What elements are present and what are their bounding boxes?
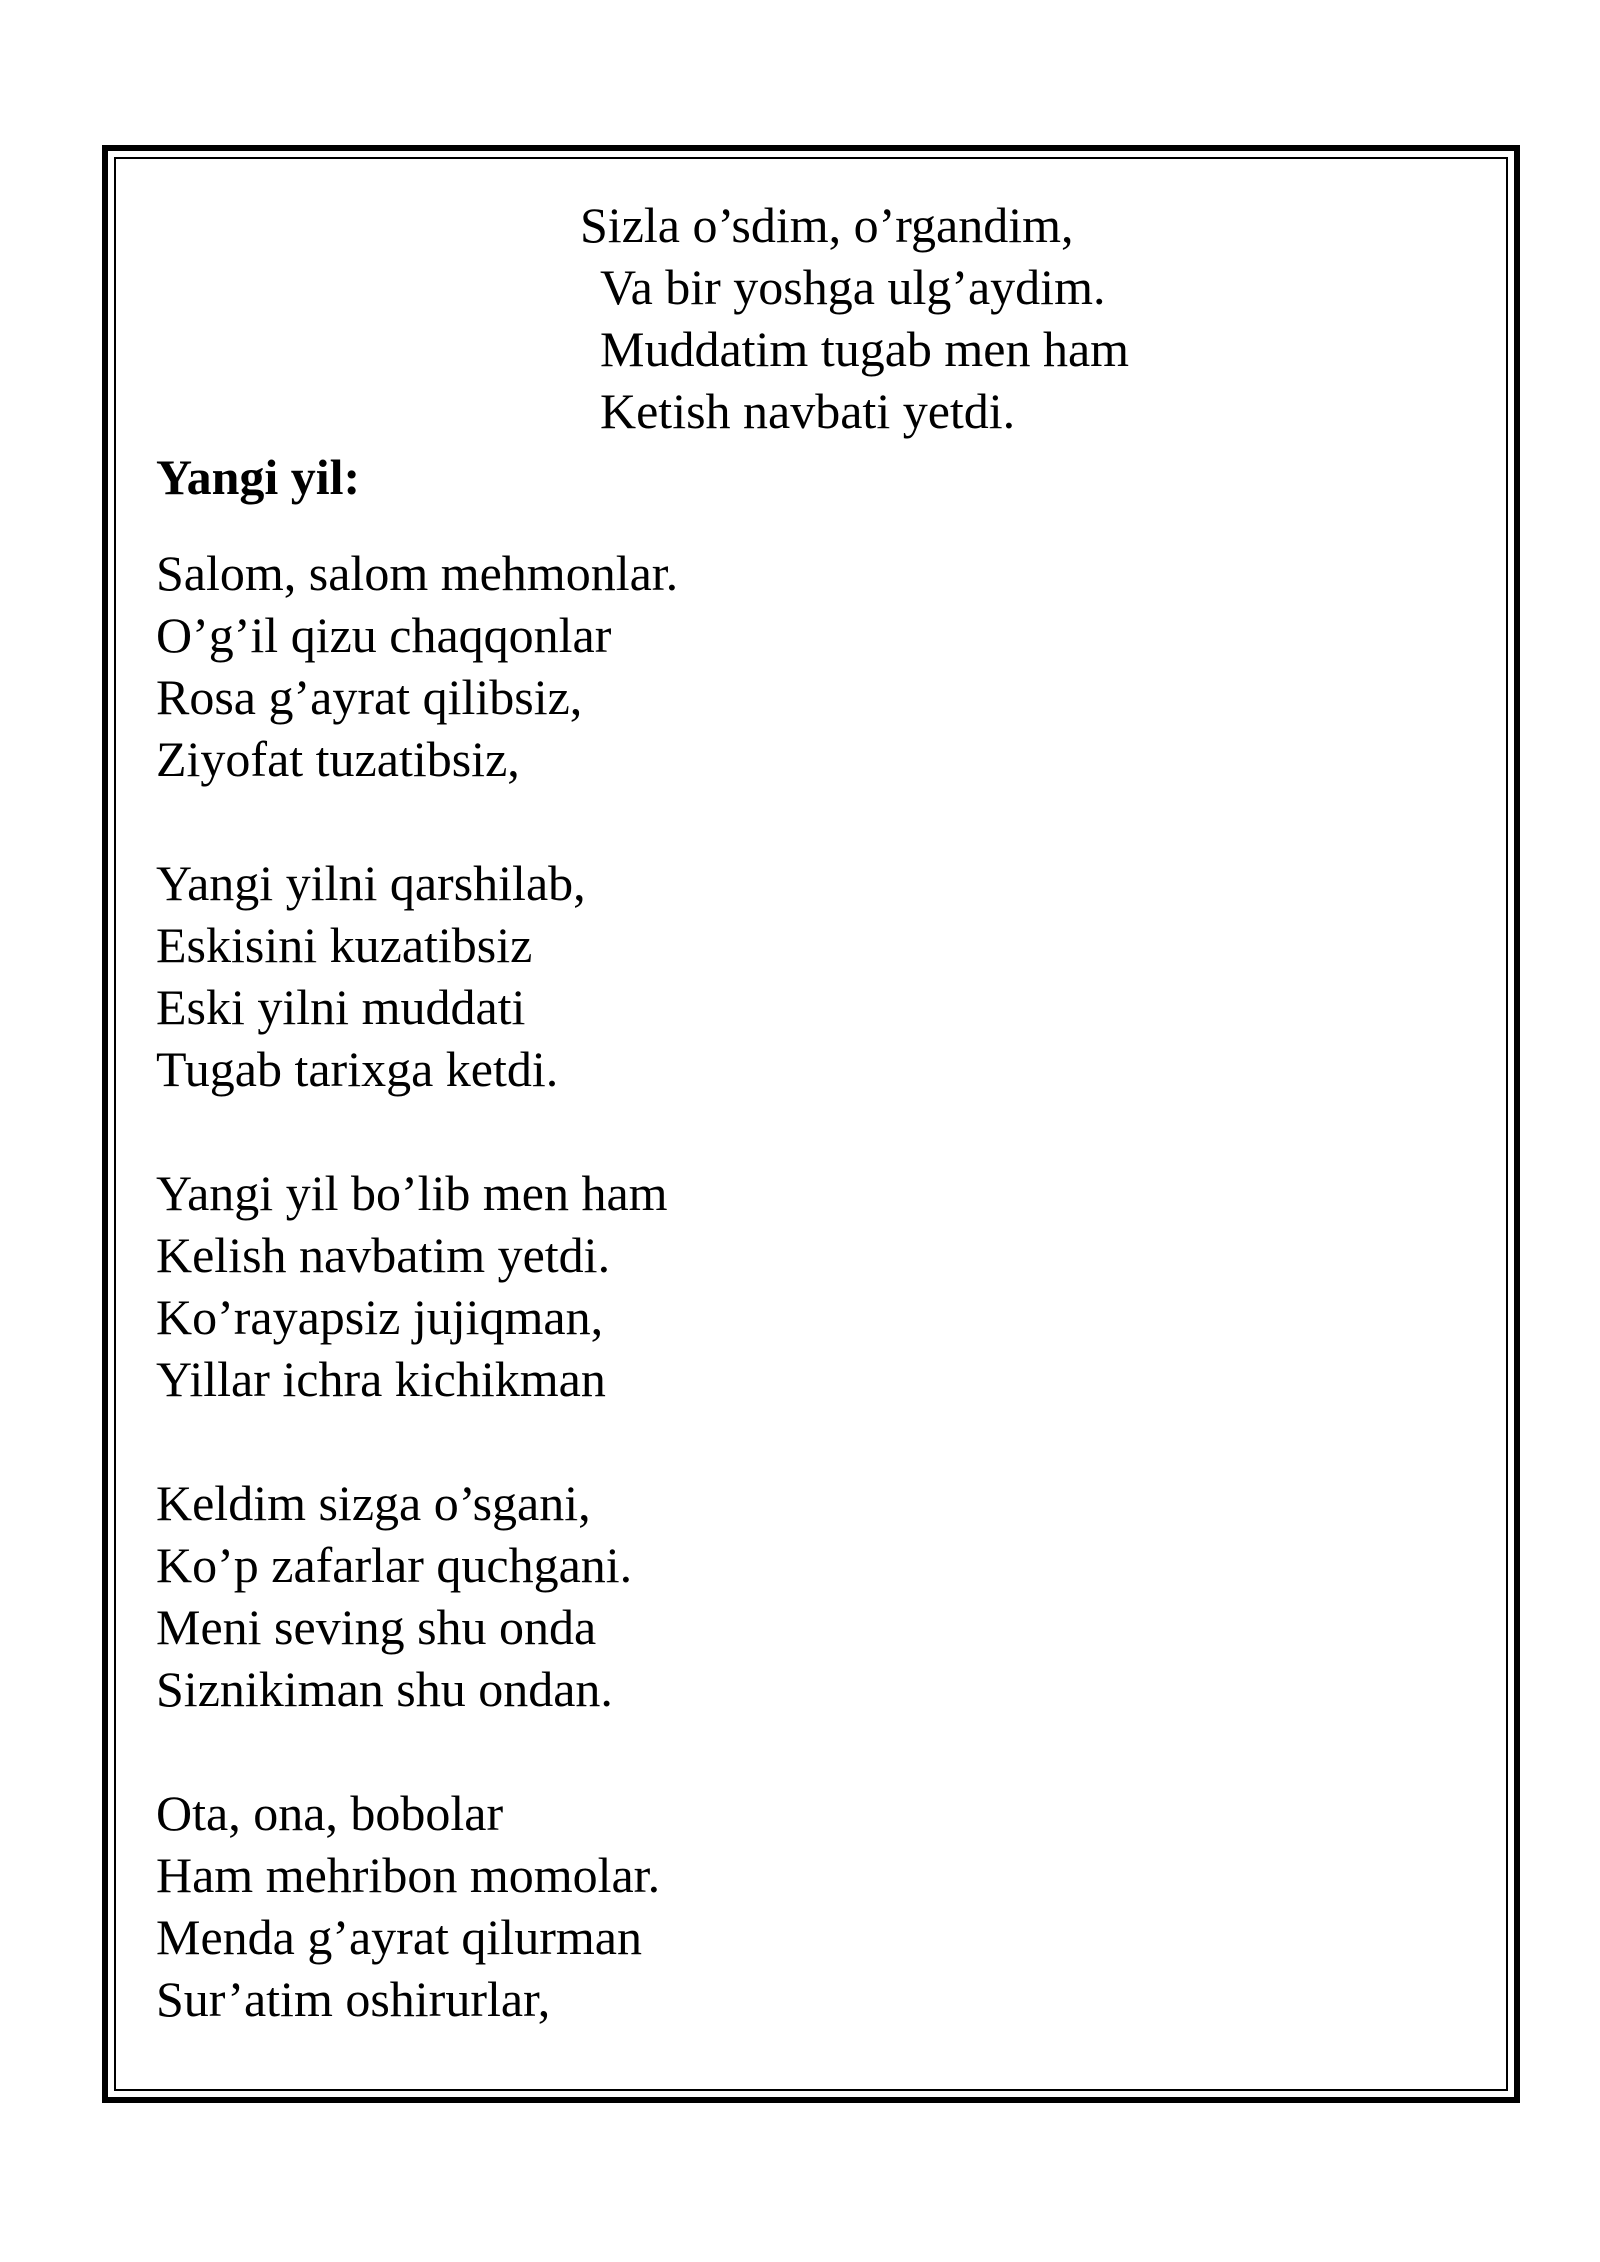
poem-line: Meni seving shu onda [156, 1599, 597, 1655]
poem-line: Ketish navbati yetdi. [600, 383, 1016, 439]
poem-body [156, 542, 678, 2092]
poem-line: Menda g’ayrat qilurman [156, 1909, 642, 1965]
stanza-4 [156, 1472, 678, 1720]
stanza-3 [156, 1162, 678, 1410]
poem-line: Ko’rayapsiz jujiqman, [156, 1289, 604, 1345]
poem-line: Sur’atim oshirurlar, [156, 1971, 551, 2027]
poem-line: Muddatim tugab men ham [600, 321, 1130, 377]
poem-line: Ko’p zafarlar quchgani. [156, 1537, 633, 1593]
poem-line: Salom, salom mehmonlar. [156, 545, 679, 601]
poem-line: Va bir yoshga ulg’aydim. [600, 259, 1106, 315]
poem-line: Ham mehribon momolar. [156, 1847, 661, 1903]
poem-line: Yillar ichra kichikman [156, 1351, 606, 1407]
poem-line: Yangi yilni qarshilab, [156, 855, 586, 911]
poem-line: Sizla o’sdim, o’rgandim, [580, 197, 1074, 253]
poem-line: Eskisini kuzatibsiz [156, 917, 533, 973]
poem-line: Kelish navbatim yetdi. [156, 1227, 611, 1283]
poem-line: Keldim sizga o’sgani, [156, 1475, 591, 1531]
poem-line: O’g’il qizu chaqqonlar [156, 607, 612, 663]
stanza-2 [156, 852, 678, 1100]
poem-line: Ziyofat tuzatibsiz, [156, 731, 520, 787]
poem-line: Tugab tarixga ketdi. [156, 1041, 559, 1097]
poem-line: Eski yilni muddati [156, 979, 526, 1035]
top-stanza [580, 194, 1129, 442]
stanza-5 [156, 1782, 678, 2030]
poem-line: Ota, ona, bobolar [156, 1785, 504, 1841]
poem-line: Yangi yil bo’lib men ham [156, 1165, 668, 1221]
speaker-heading: Yangi yil: [156, 449, 361, 505]
poem-line: Siznikiman shu ondan. [156, 1661, 613, 1717]
stanza-1 [156, 542, 678, 790]
poem-line: Rosa g’ayrat qilibsiz, [156, 669, 583, 725]
